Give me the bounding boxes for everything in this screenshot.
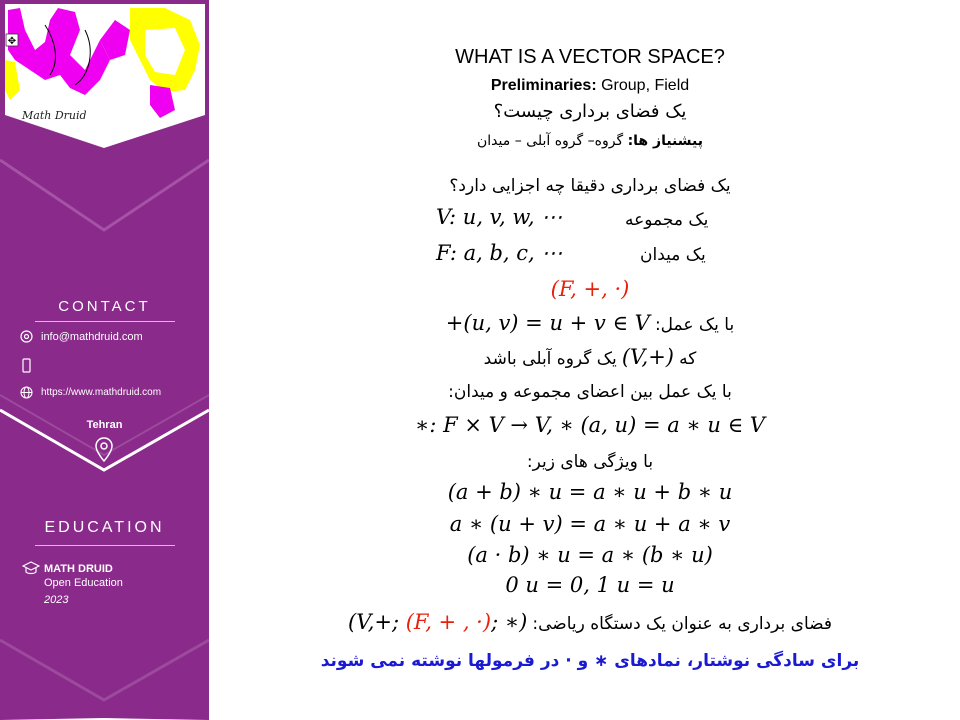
prelim-line <box>220 77 960 95</box>
field-math: F: a, b, c, ⋯ <box>436 241 563 265</box>
contact-title: CONTACT <box>58 298 151 315</box>
property-3: (a · b) ∗ u = a ∗ (b ∗ u) <box>467 543 713 567</box>
abelian-post: یک گروه آبلی باشد <box>483 349 617 369</box>
at-icon <box>20 330 33 343</box>
notation-note: برای سادگی نوشتار، نمادهای ∗ و · در فرمولها نوشته نمی شوند <box>320 651 860 671</box>
email-row[interactable] <box>20 330 143 343</box>
system-math-a: (V,+; <box>348 610 406 634</box>
system-label: فضای برداری به عنوان یک دستگاه ریاضی: <box>532 614 832 634</box>
fa-prelim-line <box>220 133 960 149</box>
fa-title: یک فضای برداری چیست؟ <box>493 101 687 122</box>
prelim-text: Group, Field <box>601 77 690 94</box>
operation-math: +(u, v) = u + v ∈ V <box>445 311 650 335</box>
operation-line <box>220 311 960 335</box>
prelim-label: Preliminaries: <box>490 77 597 94</box>
phone-icon <box>20 358 33 371</box>
abelian-math: (V,+) <box>621 345 674 369</box>
logo-image <box>0 0 209 150</box>
question-components: یک فضای برداری دقیقا چه اجزایی دارد؟ <box>449 176 731 196</box>
property-2: a ∗ (u + v) = a ∗ u + a ∗ v <box>449 512 731 536</box>
property-1: (a + b) ∗ u = a ∗ u + b ∗ u <box>447 480 733 504</box>
property-4: 0 u = 0, 1 u = u <box>505 573 675 597</box>
email-text[interactable]: info@mathdruid.com <box>41 330 143 343</box>
system-math-c: ; ∗) <box>491 610 528 634</box>
sidebar-banner <box>0 0 209 720</box>
field-structure: (F, +, ·) <box>550 277 630 301</box>
fa-prelim-label: پیشنیاز ها: <box>627 133 703 149</box>
education-title: EDUCATION <box>44 519 165 536</box>
globe-icon <box>20 386 33 399</box>
fa-prelim-text: گروه– گروه آبلی – میدان <box>477 133 624 149</box>
scalar-label: با یک عمل بین اعضای مجموعه و میدان: <box>448 382 732 402</box>
props-label: با ویژگی های زیر: <box>526 452 654 472</box>
abelian-line <box>220 345 960 369</box>
system-line <box>220 610 960 634</box>
edu-line2: Open Education <box>44 577 123 589</box>
page-title: WHAT IS A VECTOR SPACE? <box>455 46 725 68</box>
scalar-math: ∗: F × V → V, ∗ (a, u) = a ∗ u ∈ V <box>415 413 765 437</box>
education-divider <box>35 545 175 546</box>
set-math: V: u, v, w, ⋯ <box>436 205 563 229</box>
edu-year: 2023 <box>44 594 69 606</box>
system-math <box>348 610 527 634</box>
contact-divider <box>35 321 175 322</box>
set-label: یک مجموعه <box>625 210 709 230</box>
edu-brand: MATH DRUID <box>44 563 113 575</box>
website-row[interactable] <box>20 386 161 399</box>
svg-text:Math Druid: Math Druid <box>22 109 87 122</box>
system-math-b: (F, + , ·) <box>405 610 492 634</box>
location-text: Tehran <box>86 419 123 431</box>
operation-label: با یک عمل: <box>654 315 735 335</box>
field-label: یک میدان <box>640 245 706 265</box>
website-text[interactable]: https://www.mathdruid.com <box>41 387 162 398</box>
svg-text:✥: ✥ <box>7 36 17 47</box>
abelian-pre: که <box>679 349 697 369</box>
phone-row <box>20 358 41 371</box>
